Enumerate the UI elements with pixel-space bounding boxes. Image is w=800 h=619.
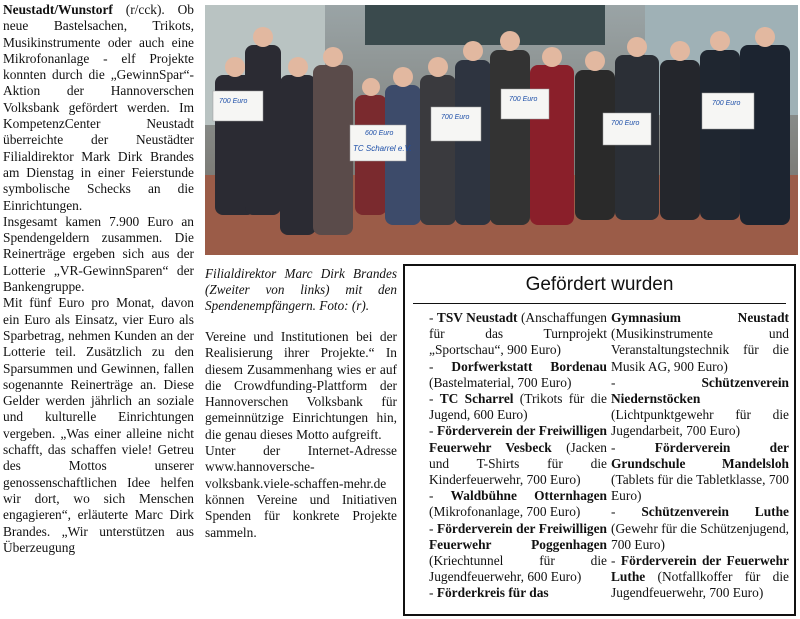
article-column-2 xyxy=(205,329,397,541)
funded-item-name: TSV Neustadt xyxy=(436,310,518,325)
funded-item-name: Förderverein der Freiwilligen Feuerwehr Poggenhagen xyxy=(429,520,607,552)
cheque-2-name: TC Scharrel e.V. xyxy=(353,144,412,153)
funded-item-name: Förderverein der Feuerwehr Luthe xyxy=(611,553,789,585)
group-photo xyxy=(205,5,798,255)
source-tag: (r/cck). xyxy=(125,2,165,17)
funded-item-name: Gymnasium Neustadt xyxy=(611,310,789,325)
funded-item-name: Schützenverein Niedernstöcken xyxy=(611,374,789,407)
funded-list-left xyxy=(429,310,607,602)
funded-item xyxy=(611,310,789,375)
photo-caption: Filialdirektor Marc Dirk Brandes (Zweiter von links) mit den Spendenempfängern. Foto: (r). xyxy=(205,266,397,313)
funded-item-name: Waldbühne Otternhagen xyxy=(450,488,607,504)
funded-item: - Waldbühne Otternhagen (Mikrofonanlage, 700 Euro) xyxy=(429,488,607,520)
funded-item-detail: (Gewehr für die Schützenjugend, 700 Euro) xyxy=(611,520,789,552)
funded-item: - Förderverein der Freiwilligen Feuerwehr Vesbeck (Jacken und T-Shirts für die Kinderfeuerwehr, 700 Euro) xyxy=(429,423,607,488)
funded-item: - Schützenverein Luthe (Gewehr für die Schützenjugend, 700 Euro) xyxy=(611,504,790,552)
lead-paragraph xyxy=(3,2,194,214)
funded-item: - Dorfwerkstatt Bordenau (Bastelmaterial, 700 Euro) xyxy=(429,358,607,390)
funded-item-detail: (Bastelmaterial, 700 Euro) xyxy=(429,374,572,390)
funded-item-name: Schützenverein Luthe xyxy=(641,504,790,520)
col2-paragraph-1: Vereine und Institutionen bei der Realisierung ihrer Projekte.“ In diesem Zusammenhang wies er auf die Crowdfunding-Plattform der Hannoverschen Volksbank für gemeinnützige Einrichtungen hin, die genau dieses Motto aufgreift. xyxy=(205,329,397,442)
funded-item: - TC Scharrel (Trikots für die Jugend, 600 Euro) xyxy=(429,391,607,423)
cheque-3-amount: 700 Euro xyxy=(441,114,470,121)
funded-item-name: Dorfwerkstatt Bordenau xyxy=(451,358,607,374)
funded-item-detail: (Notfallkoffer für die Jugendfeuerwehr, 700 Euro) xyxy=(611,569,789,601)
funded-item-detail: (Lichtpunktgewehr für die Jugendarbeit, 700 Euro) xyxy=(611,407,789,439)
cheque-4-amount: 700 Euro xyxy=(509,96,538,103)
funded-item-detail: (Jacken und T-Shirts für die Kinderfeuerwehr, 700 Euro) xyxy=(429,439,607,488)
funded-item: - Förderkreis für das xyxy=(429,585,549,601)
box-divider xyxy=(413,303,786,304)
paragraph-2: Insgesamt kamen 7.900 Euro an Spendengeldern zusammen. Die Reinerträge ergeben sich aus der Lotterie „VR-GewinnSparen“ der Bankengruppe. xyxy=(3,213,194,295)
col2-paragraph-2: Unter der Internet-Adresse www.hannoversche-volksbank.viele-schaffen-mehr.de können Vereine und Initiativen Spenden für konkrete Projekte sammeln. xyxy=(205,443,397,540)
funded-item-detail: (Trikots für die Jugend, 600 Euro) xyxy=(429,391,607,423)
funded-projects-box xyxy=(403,264,796,616)
cheque-1 xyxy=(213,91,263,121)
cheque-1-amount: 700 Euro xyxy=(219,98,248,105)
funded-item: - TSV Neustadt (Anschaffungen für das Turnprojekt „Sportschau“, 900 Euro) xyxy=(429,310,607,358)
funded-item-detail: (Kriechtunnel für die Jugendfeuerwehr, 600 Euro) xyxy=(429,553,607,585)
cheque-2 xyxy=(350,125,412,161)
funded-item-detail: (Musikinstrumente und Veranstaltungstechnik für die Musik AG, 900 Euro) xyxy=(611,326,789,374)
box-title: Gefördert wurden xyxy=(525,274,674,295)
funded-item: - Schützenverein Niedernstöcken (Lichtpunktgewehr für die Jugendarbeit, 700 Euro) xyxy=(611,374,789,439)
funded-item-name: Förderkreis für das xyxy=(436,585,549,601)
article-column-1 xyxy=(3,2,194,556)
funded-list-right xyxy=(611,310,789,602)
cheque-6-amount: 700 Euro xyxy=(712,100,741,107)
funded-item-name: Förderverein der Freiwilligen Feuerwehr Vesbeck xyxy=(429,423,607,455)
funded-item-detail: (Anschaffungen für das Turnprojekt „Sportschau“, 900 Euro) xyxy=(429,310,607,358)
lead-text: Ob neue Bastelsachen, Trikots, Musikinstrumente oder auch eine Mikrofonanlage - elf Projekte konnten durch die „GewinnSpar“-Aktion der Hannoverschen Volksbank gefördert werden. Im KompetenzCenter Neustadt überreichte der Neustädter Filialdirektor Mark Dirk Brandes am Dienstag in einer Feierstunde symbolische Schecks an die Einrichtungen. xyxy=(3,2,194,213)
cheque-2-amount: 600 Euro xyxy=(365,130,394,137)
cheque-6 xyxy=(702,93,754,129)
cheque-3 xyxy=(431,107,481,141)
funded-item-name: TC Scharrel xyxy=(439,391,514,407)
funded-item: - Förderverein der Feuerwehr Luthe (Notfallkoffer für die Jugendfeuerwehr, 700 Euro) xyxy=(611,553,789,601)
group-photo-illustration xyxy=(205,5,798,255)
cheque-4 xyxy=(501,89,549,119)
funded-item-detail: (Mikrofonanlage, 700 Euro) xyxy=(429,504,581,520)
funded-item: - Förderverein der Grundschule Mandelsloh (Tablets für die Tabletklasse, 700 Euro) xyxy=(611,439,789,504)
cheque-5-amount: 700 Euro xyxy=(611,120,640,127)
dateline: Neustadt/Wunstorf xyxy=(3,2,113,17)
paragraph-3: Mit fünf Euro pro Monat, davon ein Euro als Einsatz, vier Euro als Sparbetrag, nehmen Kunden an der Lotterie teil. Zusätzlich zu den Sparsummen und Gewinnen, fallen sogenannte Reinerträge an. Diese Gelder werden jährlich an soziale und kulturelle Einrichtungen vergeben. „Was einer alleine nicht schafft, das schaffen viele! Getreu des Mottos unserer genossenschaftlichen Idee helfen wir dort, wo sich Menschen engagieren“, erläuterte Marc Dirk Brandes. „Wir unterstützen aus Überzeugung xyxy=(3,295,194,555)
funded-item-name: Förderverein der Grundschule Mandelsloh xyxy=(611,439,789,471)
cheque-5 xyxy=(603,113,651,145)
funded-item: - Förderverein der Freiwilligen Feuerwehr Poggenhagen (Kriechtunnel für die Jugendfeuerwehr, 600 Euro) xyxy=(429,520,607,585)
funded-item-detail: (Tablets für die Tabletklasse, 700 Euro) xyxy=(611,472,789,504)
